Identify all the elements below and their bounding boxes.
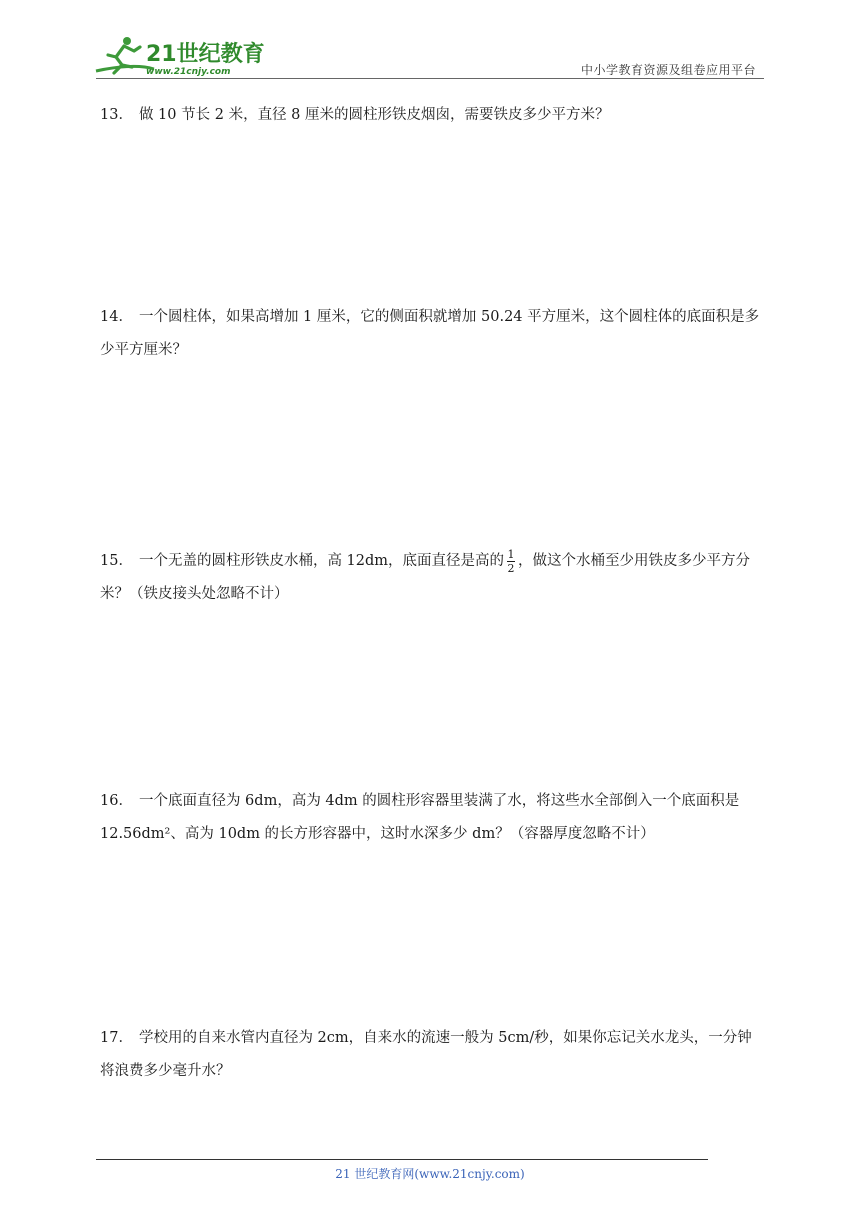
question-number: 14． <box>100 309 133 325</box>
question-number: 17． <box>100 1030 133 1046</box>
svg-text:21世纪教育: 21世纪教育 <box>146 42 264 67</box>
question-text: 做 10 节长 2 米，直径 8 厘米的圆柱形铁皮烟囱，需要铁皮多少平方米？ <box>138 107 610 123</box>
header-divider <box>96 78 764 79</box>
question-16 <box>100 785 765 851</box>
fraction-denominator: 2 <box>507 561 515 575</box>
fraction-numerator: 1 <box>507 547 515 561</box>
header-platform-name: 中小学教育资源及组卷应用平台 <box>580 63 756 77</box>
question-13 <box>100 99 765 132</box>
question-number: 13． <box>100 107 133 123</box>
site-logo <box>94 33 264 79</box>
footer-divider <box>96 1159 708 1160</box>
question-15 <box>100 545 765 611</box>
question-text: 一个无盖的圆柱形铁皮水桶，高 12dm，底面直径是高的 <box>138 553 505 569</box>
question-text: 一个底面直径为 6dm，高为 4dm 的圆柱形容器里装满了水，将这些水全部倒入一个底面积是 12.56dm²、高为 10dm 的长方形容器中，这时水深多少 dm？（容器厚度忽略不计） <box>100 793 740 842</box>
fraction-one-half <box>507 549 515 574</box>
question-17 <box>100 1022 765 1088</box>
runner-logo-icon <box>94 33 264 79</box>
question-text: 一个圆柱体，如果高增加 1 厘米，它的侧面积就增加 50.24 平方厘米，这个圆柱体的底面积是多少平方厘米？ <box>100 309 760 358</box>
question-text: 学校用的自来水管内直径为 2cm，自来水的流速一般为 5cm/秒，如果你忘记关水龙头，一分钟将浪费多少毫升水？ <box>100 1030 752 1079</box>
question-number: 16． <box>100 793 133 809</box>
svg-text:www.21cnjy.com: www.21cnjy.com <box>146 67 231 77</box>
question-number: 15． <box>100 553 133 569</box>
footer-site-link[interactable]: 21 世纪教育网(www.21cnjy.com) <box>335 1167 525 1181</box>
question-14 <box>100 301 765 367</box>
question-text-continued: ，做这个水桶至少用铁皮多少平方分米？（铁皮接头处忽略不计） <box>100 553 751 602</box>
